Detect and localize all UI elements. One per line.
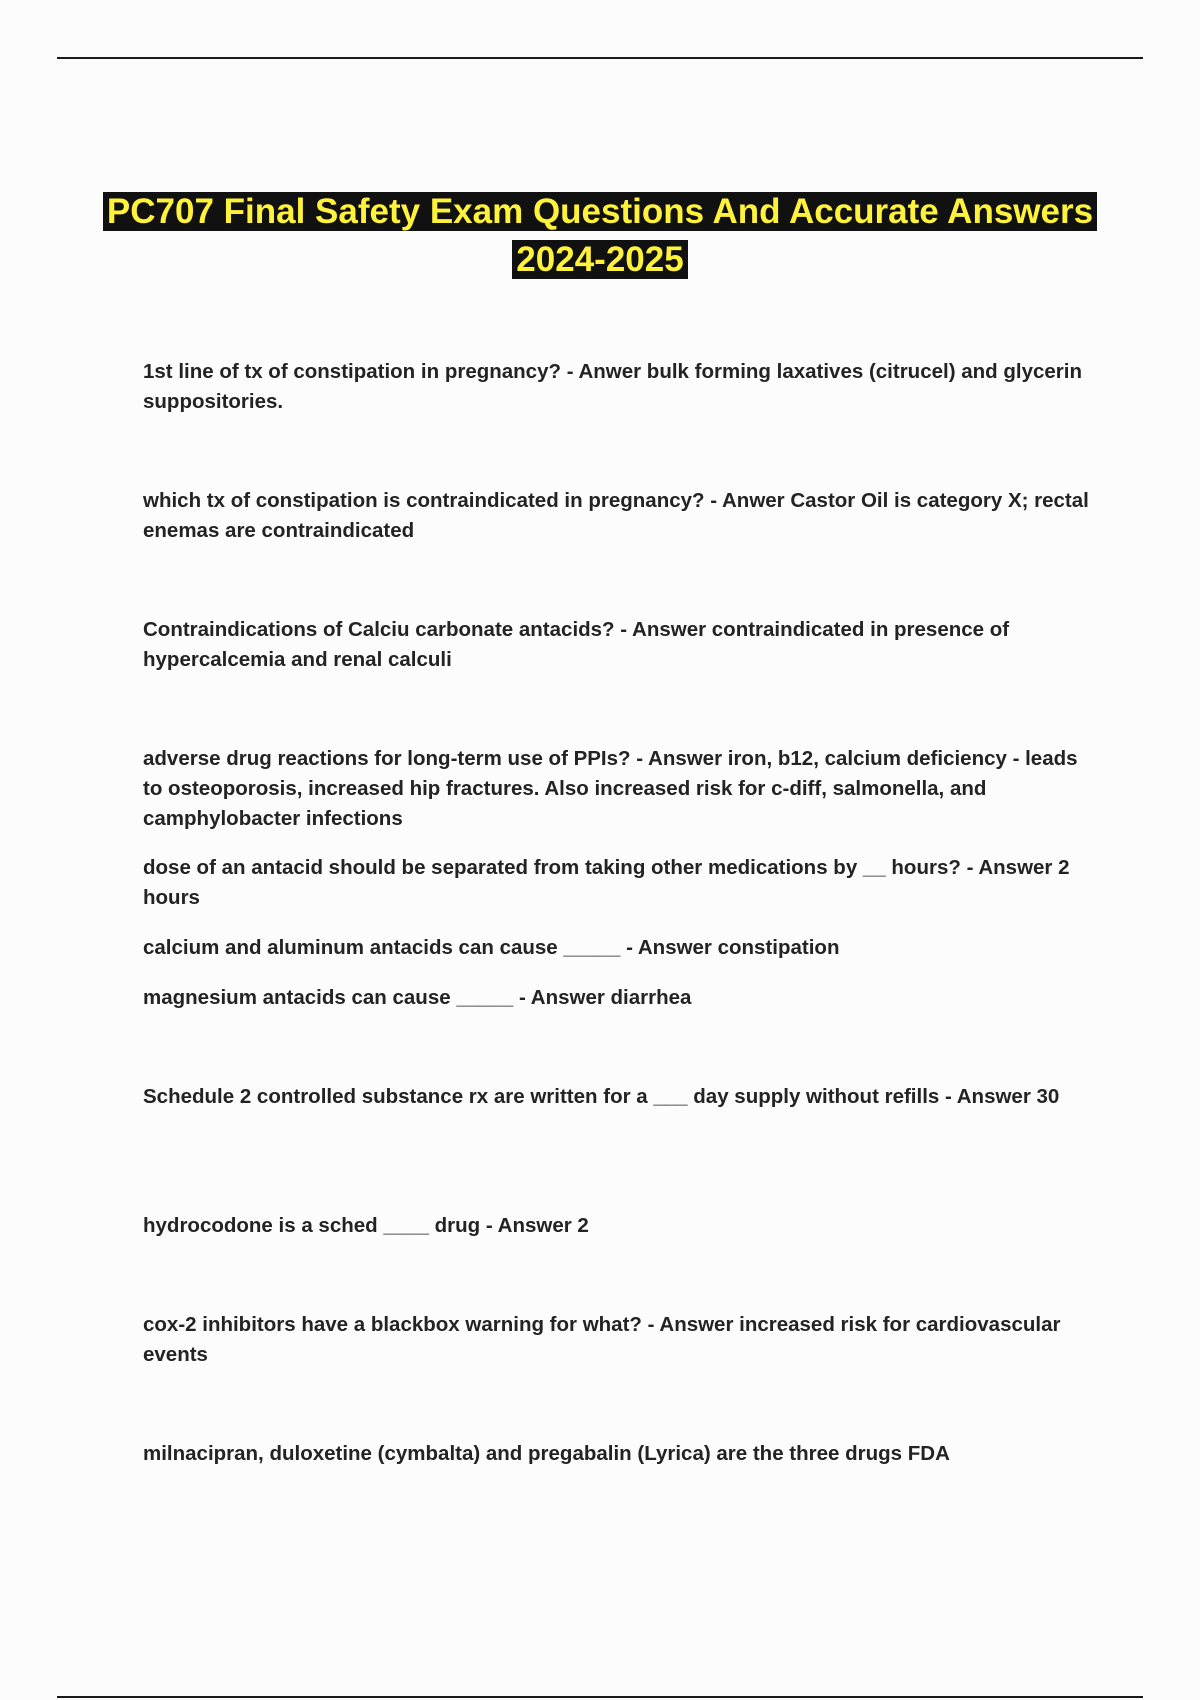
page-bottom-rule (57, 1696, 1143, 1698)
qa-item-1: 1st line of tx of constipation in pregnancy? - Anwer bulk forming laxatives (citrucel) and glycerin suppositories. (143, 360, 1082, 413)
qa-item-2: which tx of constipation is contraindicated in pregnancy? - Anwer Castor Oil is category X; rectal enemas are contraindicated (143, 489, 1089, 542)
document-title (60, 188, 1140, 284)
page-top-rule (57, 57, 1143, 59)
qa-item-5: dose of an antacid should be separated from taking other medications by __ hours? - Answer 2 hours (143, 856, 1070, 909)
qa-item-6: calcium and aluminum antacids can cause _____ - Answer constipation (143, 936, 840, 959)
qa-item-10: cox-2 inhibitors have a blackbox warning for what? - Answer increased risk for cardiovascular events (143, 1313, 1061, 1366)
qa-item-8: Schedule 2 controlled substance rx are written for a ___ day supply without refills - Answer 30 (143, 1085, 1060, 1108)
qa-item-7: magnesium antacids can cause _____ - Answer diarrhea (143, 986, 692, 1009)
document-title-text: PC707 Final Safety Exam Questions And Accurate Answers 2024-2025 (103, 192, 1097, 279)
qa-item-11: milnacipran, duloxetine (cymbalta) and pregabalin (Lyrica) are the three drugs FDA (143, 1442, 950, 1465)
qa-item-4: adverse drug reactions for long-term use of PPIs? - Answer iron, b12, calcium deficiency - leads to osteoporosis, increased hip fractures. Also increased risk for c-diff, salmonella, and camphylobacter infections (143, 747, 1078, 830)
qa-item-9: hydrocodone is a sched ____ drug - Answer 2 (143, 1214, 589, 1237)
qa-item-3: Contraindications of Calciu carbonate antacids? - Answer contraindicated in presence of hypercalcemia and renal calculi (143, 618, 1010, 671)
